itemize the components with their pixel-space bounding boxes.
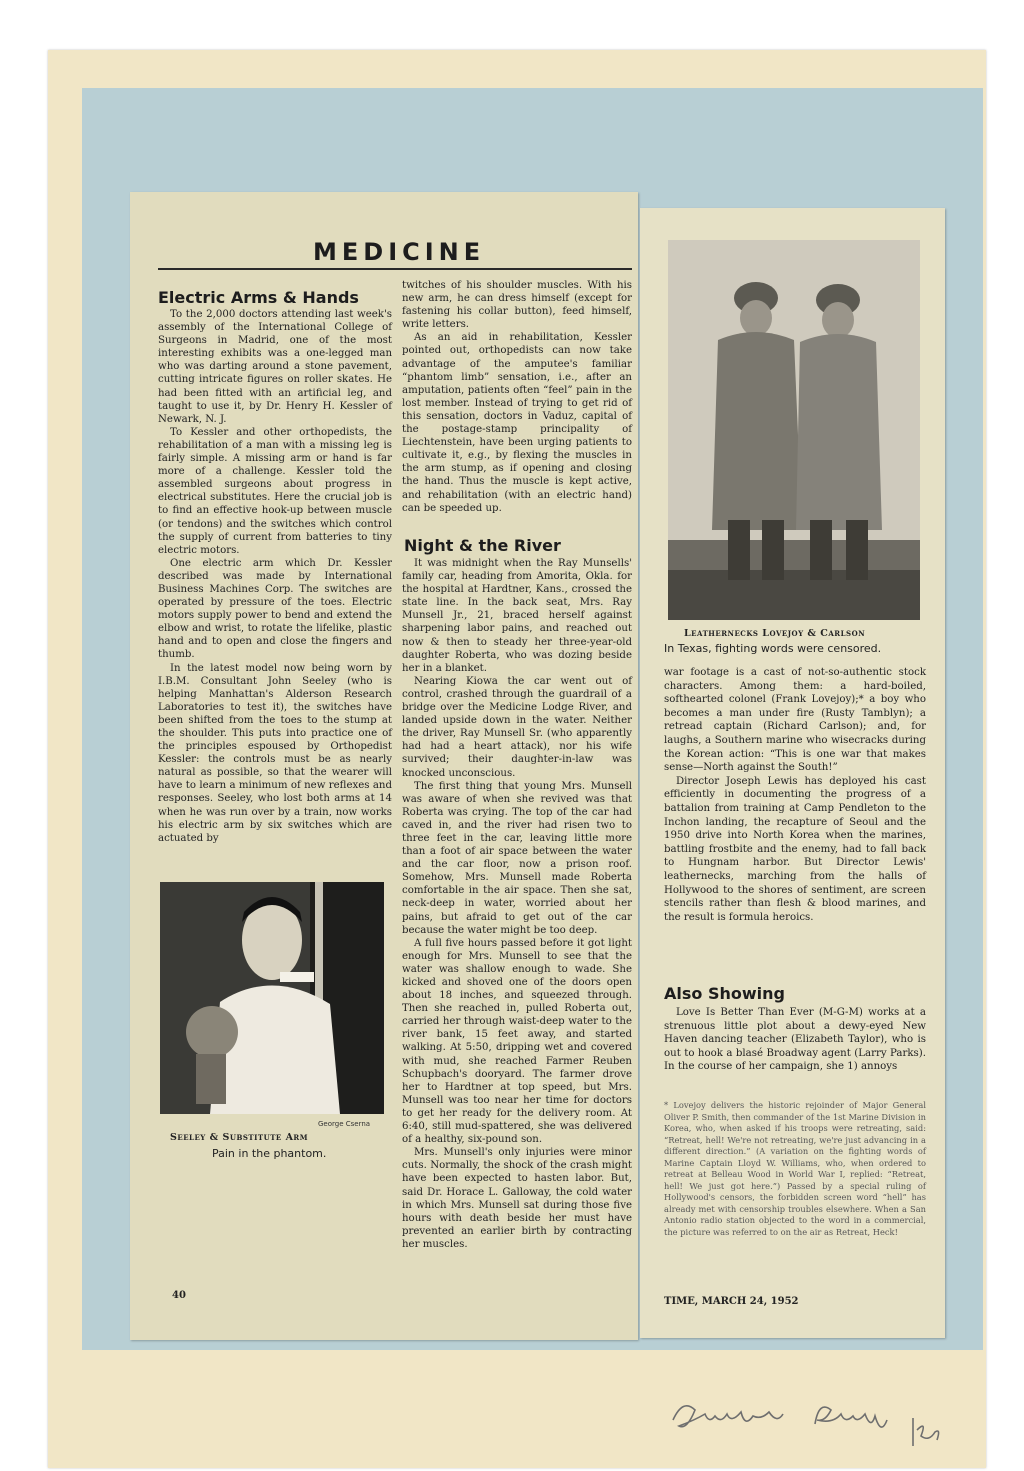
- article-column-3: [402, 557, 632, 1251]
- paragraph: As an aid in rehabilitation, Kessler pointed out, orthopedists can now take advantage of the amputee's familiar “phantom limb” sensation, i.e., after an amputation, patients often “feel” pain in the lost member. Instead of trying to get rid of this sensation, doctors in Vaduz, capital of the postage-stamp principality of Liechtenstein, have been urging patients to cultivate it, e.g., by flexing the muscles in the arm stump, as if opening and closing the hand. Thus the muscle is kept active, and rehabilitation (with an electric hand) can be speeded up.: [402, 332, 632, 514]
- article-title-electric-arms: Electric Arms & Hands: [158, 288, 359, 307]
- article-title-night-river: Night & the River: [404, 536, 561, 555]
- photo-caption-title: Seeley & Substitute Arm: [170, 1132, 308, 1143]
- paragraph: One electric arm which Dr. Kessler described was made by International Business Machines Corp. The switches are operated by pressure of the toes. Electric motors supply power to bend and extend the elbow and wrist, to rotate the lifelike, plastic hand and to open and close the fingers and thumb.: [158, 557, 392, 661]
- photo-leathernecks: [668, 240, 920, 620]
- film-review-column: [664, 666, 926, 924]
- paragraph: The first thing that young Mrs. Munsell was aware of when she revived was that Roberta was crying. The top of the car had caved in, and the river had risen two to three feet in the car, leaving little more than a foot of air space between the water and the car floor, now a prison roof. Somehow, Mrs. Munsell made Roberta comfortable in the air space. Then she sat, neck-deep in water, worried about her pains, but afraid to get out of the car because the water might be too deep.: [402, 780, 632, 936]
- paragraph: Nearing Kiowa the car went out of control, crashed through the guardrail of a bridge over the Medicine Lodge River, and landed upside down in the water. Neither the driver, Ray Munsell Sr. (who apparently had had a heart attack), nor his wife survived; their daughter-in-law was knocked unconscious.: [402, 675, 632, 779]
- paragraph: In the latest model now being worn by I.B.M. Consultant John Seeley (who is helping Manhattan's Alderson Research Laboratories to test it), the switches have been shifted from the toes to the stump at the shoulder. This puts into practice one of the principles espoused by Orthopedist Kessler: the controls must be as nearly natural as possible, so that the wearer will have to learn a minimum of new reflexes and responses. Seeley, who lost both arms at 14 when he was run over by a train, now works his electric arm by six switches which are actuated by: [158, 662, 392, 844]
- photo-caption-subtitle-film: In Texas, fighting words were censored.: [664, 642, 882, 655]
- article-column-1: [158, 308, 392, 845]
- footnote: * Lovejoy delivers the historic rejoinder of Major General Oliver P. Smith, then commander of the 1st Marine Division in Korea, who, when asked if his troops were retreating, said: “Retreat, hell! We're not retreating, we're just advancing in a different direction.” (A variation on the fighting words of Marine Captain Lloyd W. Williams, who, when ordered to retreat at Belleau Wood in World War I, replied: “Retreat, hell! We just got here.”) Passed by a special ruling of Hollywood's censors, the forbidden screen word “hell” has already met with censorship troubles elsewhere. When a San Antonio radio station objected to the word in a commercial, the picture was referred to on the air as Retreat, Heck!: [664, 1100, 926, 1237]
- page-number: 40: [172, 1290, 186, 1301]
- paragraph: war footage is a cast of not-so-authentic stock characters. Among them: a hard-boiled, softhearted colonel (Frank Lovejoy);* a boy who becomes a man under fire (Rusty Tamblyn); a retread captain (Richard Carlson); and, for laughs, a Southern marine who wisecracks during the Korean action: “This is one war that makes sense—North against the South!”: [664, 667, 926, 774]
- paragraph: A full five hours passed before it got light enough for Mrs. Munsell to see that the water was shallow enough to wade. She kicked and shoved one of the doors open about 18 inches, and squeezed through. Then she reached in, pulled Roberta out, carried her through waist-deep water to the river bank, 15 feet away, and started walking. At 5:50, dripping wet and covered with mud, she reached Farmer Reuben Schupbach's dooryard. The farmer drove her to Hardtner at top speed, but Mrs. Munsell was too near her time for doctors to get her ready for the delivery room. At 6:40, still mud-spattered, she was delivered of a healthy, six-pound son.: [402, 937, 632, 1146]
- photo-credit: George Cserna: [318, 1120, 371, 1128]
- photo-seeley-arm: [160, 882, 384, 1114]
- dateline: TIME, MARCH 24, 1952: [664, 1296, 799, 1307]
- paragraph: twitches of his shoulder muscles. With his new arm, he can dress himself (except for fastening his collar button), feed himself, write letters.: [402, 280, 632, 331]
- paragraph: To the 2,000 doctors attending last week's assembly of the International College of Surgeons in Madrid, one of the most interesting exhibits was a one-legged man who was darting around a stone pavement, cutting intricate figures on roller skates. He had been fitted with an artificial leg, and taught to use it, by Dr. Henry H. Kessler of Newark, N. J.: [158, 309, 392, 425]
- section-headline: MEDICINE: [313, 238, 486, 266]
- paragraph: It was midnight when the Ray Munsells' family car, heading from Amorita, Okla. for the hospital at Hardtner, Kans., crossed the state line. In the back seat, Mrs. Ray Munsell Jr., 21, braced herself against sharpening labor pains, and reached out now & then to steady her three-year-old daughter Roberta, who was dozing beside her in a blanket.: [402, 558, 632, 674]
- paragraph: To Kessler and other orthopedists, the rehabilitation of a man with a missing leg is fairly simple. A missing arm or hand is far more of a challenge. Kessler told the assembled surgeons about progress in electrical substitutes. Here the crucial job is to find an effective hook-up between muscle (or tendons) and the switches which control the supply of current from batteries to tiny electric motors.: [158, 426, 392, 556]
- photo-caption-subtitle: Pain in the phantom.: [212, 1147, 327, 1160]
- paragraph: Director Joseph Lewis has deployed his cast efficiently in documenting the progress of a battalion from training at Camp Pendleton to the Inchon landing, the recapture of Seoul and the 1950 drive into North Korea when the marines, battling frostbite and the enemy, had to fall back to Hungnam harbor. But Director Lewis' leathernecks, marching from the halls of Hollywood to the shores of sentiment, are screen stencils rather than flesh & blood marines, and the result is formula heroics.: [664, 775, 926, 923]
- paragraph: Mrs. Munsell's only injuries were minor cuts. Normally, the shock of the crash might have been expected to hasten labor. But, said Dr. Horace L. Galloway, the cold water in which Mrs. Munsell sat during those five hours with death beside her must have prevented an earlier birth by contracting her muscles.: [402, 1147, 632, 1250]
- headline-rule: [158, 268, 632, 270]
- photo-caption-title-film: Leathernecks Lovejoy & Carlson: [684, 628, 866, 639]
- paragraph: Love Is Better Than Ever (M-G-M) works at a strenuous little plot about a dewy-eyed New Haven dancing teacher (Elizabeth Taylor), who is out to hook a blasé Broadway agent (Larry Parks). In the course of her campaign, she 1) annoys: [664, 1007, 926, 1073]
- artist-signature: [665, 1390, 945, 1450]
- section-title-also-showing: Also Showing: [664, 984, 785, 1003]
- article-column-2: [402, 279, 632, 515]
- also-showing-column: [664, 1006, 926, 1074]
